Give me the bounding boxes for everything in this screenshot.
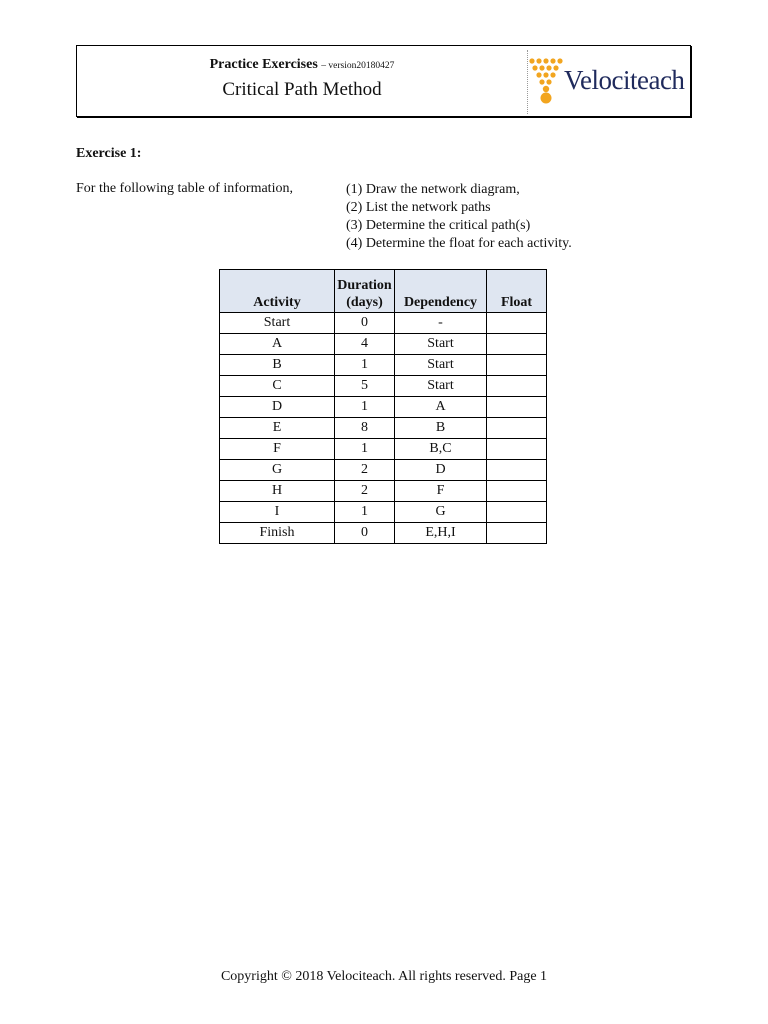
logo-dot [550,58,555,63]
float-cell [487,481,547,502]
page-footer: Copyright © 2018 Velociteach. All rights reserved. Page 1 [220,969,548,984]
table-row [220,439,547,460]
step-item: (2) List the network paths [346,200,491,215]
activity-cell: B [220,355,335,376]
duration-cell: 0 [335,523,395,544]
logo-dot [536,58,541,63]
activity-cell: A [220,334,335,355]
step-item: (1) Draw the network diagram, [346,182,520,197]
header-divider [527,50,528,114]
duration-cell: 2 [335,460,395,481]
table-row [220,313,547,334]
activity-cell: H [220,481,335,502]
activity-cell: Finish [220,523,335,544]
logo-dot [543,72,548,77]
float-cell [487,523,547,544]
logo-dot [557,58,562,63]
dependency-cell: A [395,397,487,418]
table-row [220,481,547,502]
duration-cell: 1 [335,355,395,376]
float-cell [487,439,547,460]
activity-cell: G [220,460,335,481]
duration-cell: 1 [335,439,395,460]
column-header-duration [335,270,395,313]
duration-cell: 2 [335,481,395,502]
step-item: (4) Determine the float for each activity. [346,236,572,251]
activity-cell: Start [220,313,335,334]
table-row [220,460,547,481]
float-cell [487,418,547,439]
duration-cell: 4 [335,334,395,355]
float-cell [487,397,547,418]
logo-dot [553,65,558,70]
table-row [220,397,547,418]
activity-cell: D [220,397,335,418]
dependency-cell: - [395,313,487,334]
exercise-title: Exercise 1: [76,146,142,161]
float-cell [487,355,547,376]
header-heading-line [77,57,527,73]
float-cell [487,502,547,523]
duration-unit: (days) [346,295,383,310]
logo-dot [532,65,537,70]
header-title-area [77,46,527,116]
dependency-cell: F [395,481,487,502]
dependency-cell: B [395,418,487,439]
step-item: (3) Determine the critical path(s) [346,218,531,233]
activity-cell: F [220,439,335,460]
table-row [220,355,547,376]
float-cell [487,376,547,397]
dependency-cell: B,C [395,439,487,460]
activity-table [219,269,547,544]
logo-dot [539,65,544,70]
float-cell [487,334,547,355]
activity-cell: E [220,418,335,439]
logo-dot [541,93,552,104]
table-row [220,502,547,523]
column-header-dependency: Dependency [395,270,487,313]
column-header-activity: Activity [220,270,335,313]
header-heading: Practice Exercises [209,57,318,72]
logo-text: Velociteach [564,65,685,95]
dependency-cell: Start [395,355,487,376]
duration-cell: 0 [335,313,395,334]
logo-dot [536,72,541,77]
duration-cell: 8 [335,418,395,439]
exercise-steps [346,181,572,253]
exercise-intro: For the following table of information, [76,181,293,196]
duration-label: Duration [337,278,392,293]
logo-dot [550,72,555,77]
activity-cell: I [220,502,335,523]
document-title: Critical Path Method [222,79,382,100]
logo-dot [546,79,551,84]
logo-mark-icon [529,57,563,107]
logo-dot [546,65,551,70]
logo-dot [543,86,549,92]
dependency-cell: Start [395,376,487,397]
table-row [220,376,547,397]
dependency-cell: Start [395,334,487,355]
duration-cell: 5 [335,376,395,397]
table-row [220,334,547,355]
logo-dot [529,58,534,63]
table-header-row [220,270,547,313]
column-header-float: Float [487,270,547,313]
duration-cell: 1 [335,502,395,523]
velociteach-logo [529,51,689,111]
duration-cell: 1 [335,397,395,418]
float-cell [487,460,547,481]
dependency-cell: D [395,460,487,481]
logo-dot [539,79,544,84]
dependency-cell: E,H,I [395,523,487,544]
dependency-cell: G [395,502,487,523]
table-row [220,523,547,544]
document-header [76,45,691,117]
table-row [220,418,547,439]
logo-dot [543,58,548,63]
activity-cell: C [220,376,335,397]
float-cell [487,313,547,334]
header-version: – version20180427 [321,61,395,71]
